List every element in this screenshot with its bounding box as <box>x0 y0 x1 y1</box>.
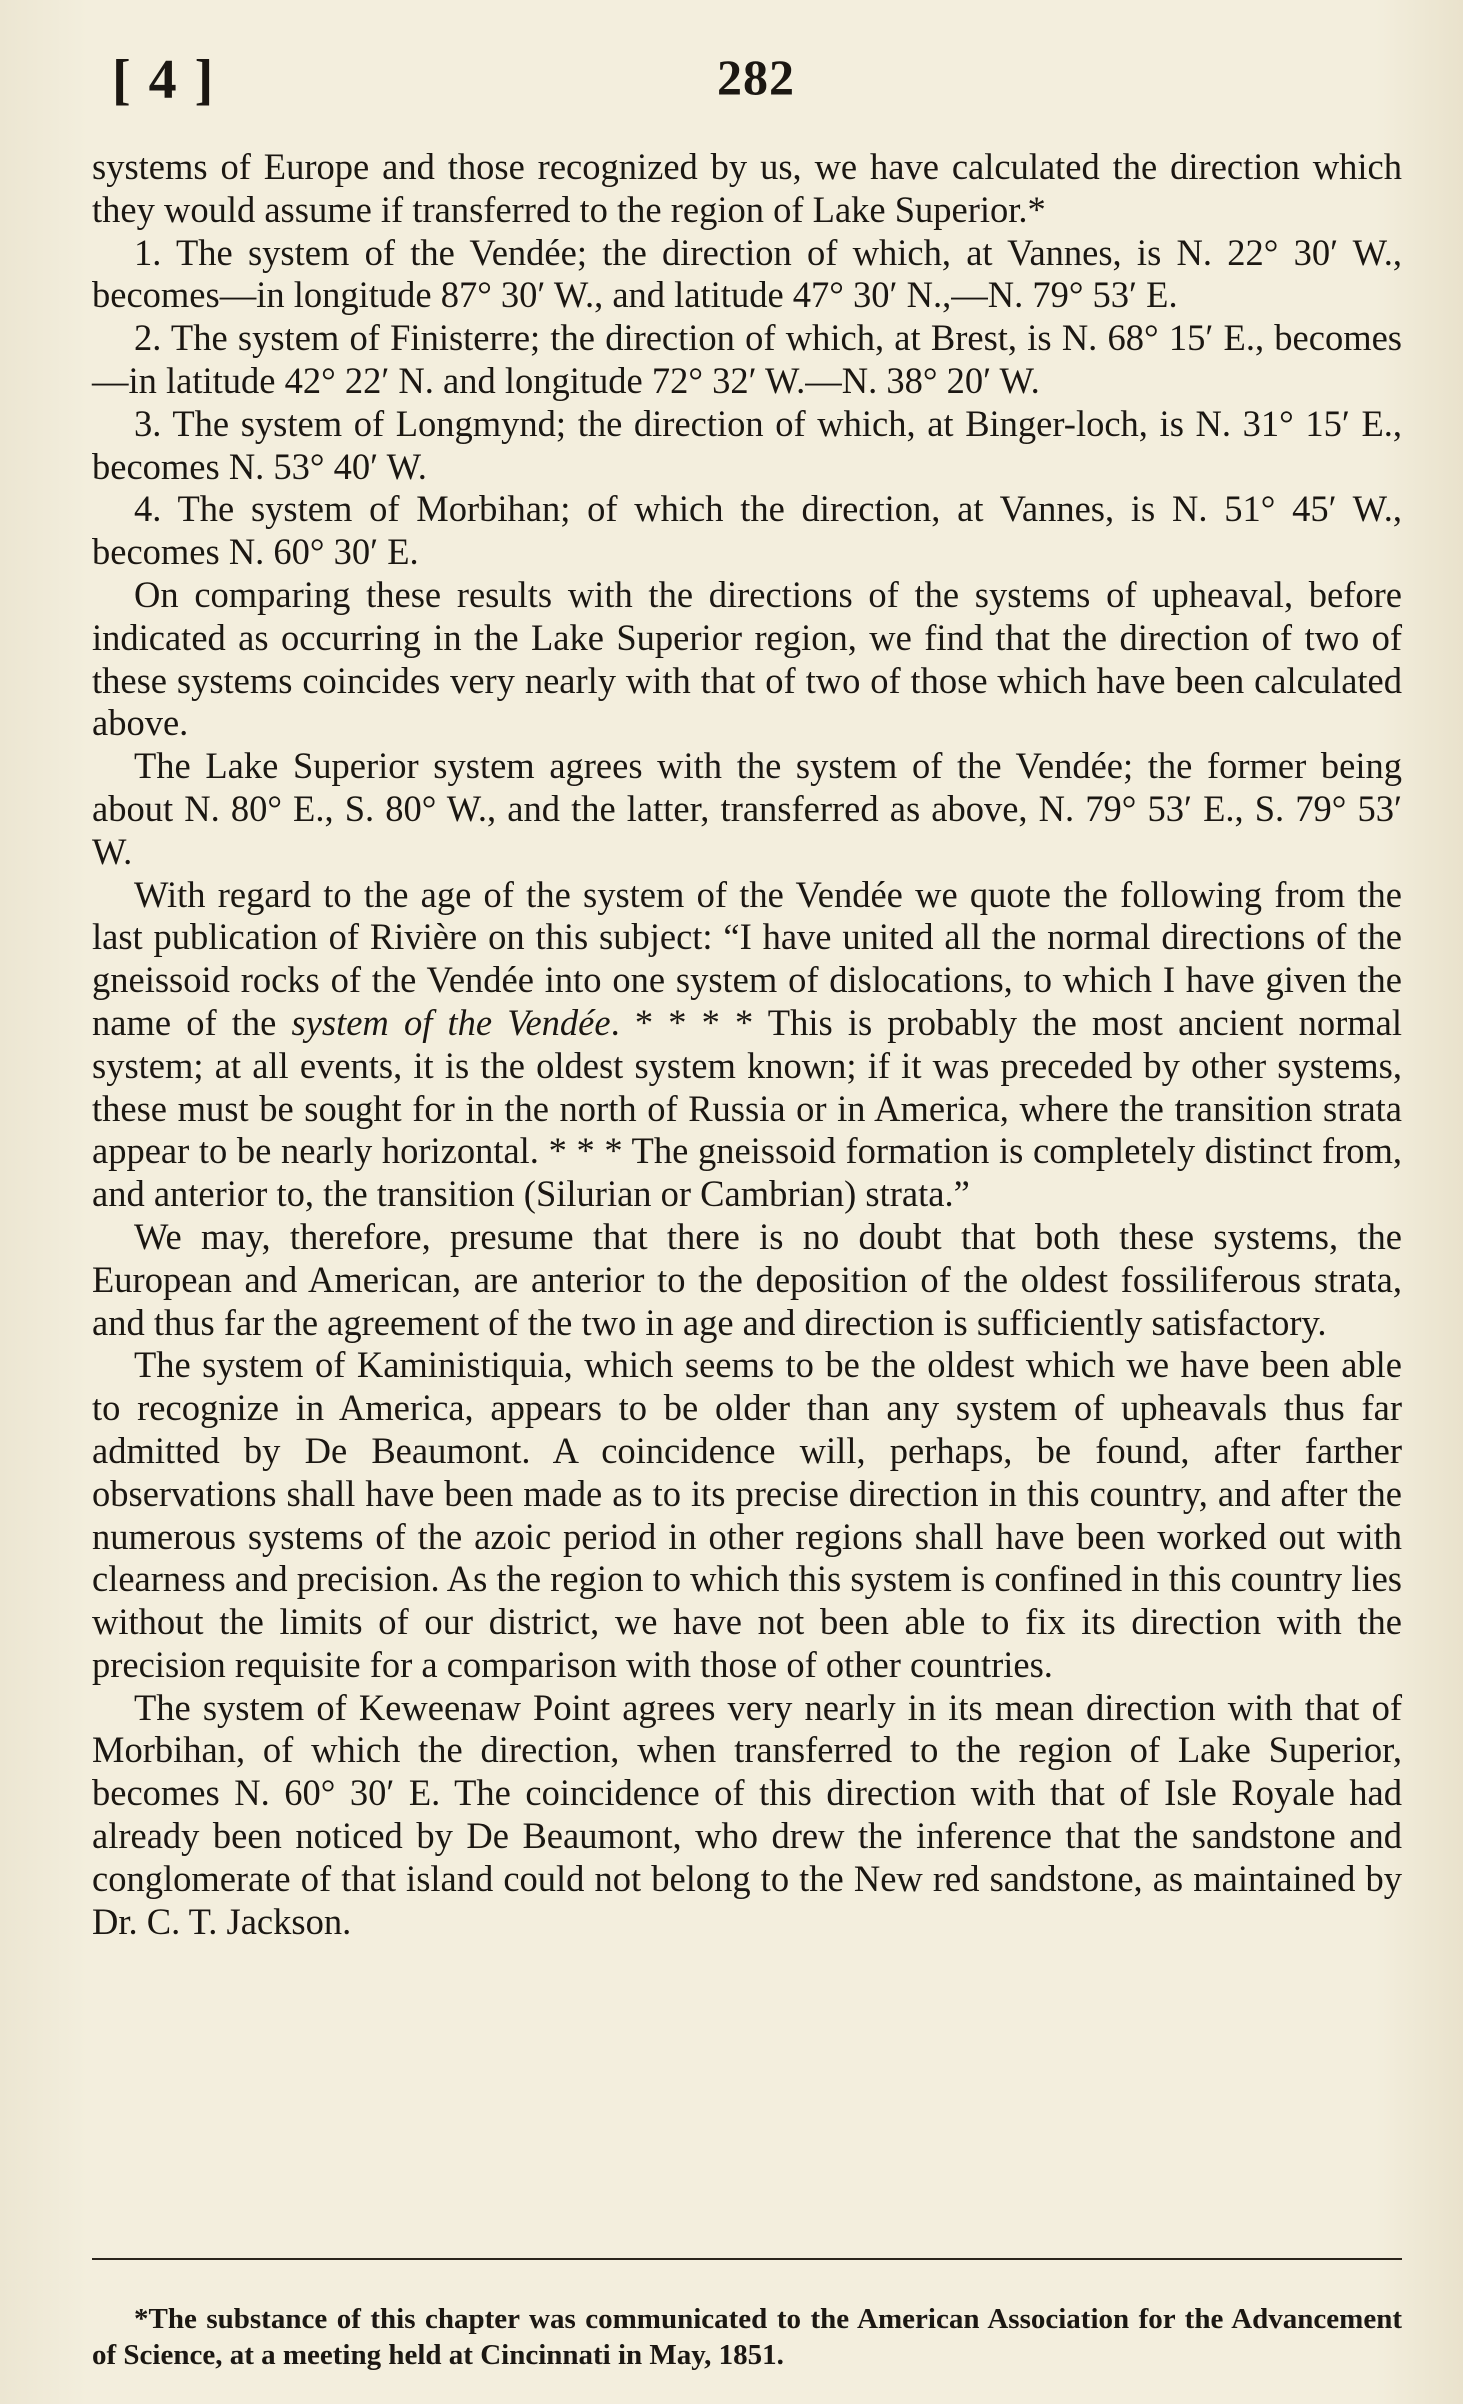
italic-term: system of the Vendée <box>291 1001 611 1043</box>
paragraph-kaministiquia: The system of Kaministiquia, which seems to be the oldest which we have been able to recognize in America, appears to be older than any system of upheavals thus far admitted by De Beaumont. A coincidence will, perhaps, be found, after farther observations shall have been made as to its precise direction in this country, and after the numerous systems of the azoic period in other regions shall have been worked out with clearness and precision. As the region to which this system is confined in this country lies without the limits of our district, we have not been able to fix its direction with the precision requisite for a comparison with those of other countries. <box>92 1344 1402 1685</box>
paragraph-lake-superior-system: The Lake Superior system agrees with the system of the Vendée; the former being about N. 80° E., S. 80° W., and the latter, transferred as above, N. 79° 53′ E., S. 79° 53′ W. <box>92 745 1402 872</box>
paragraph-item-3-longmynd: 3. The system of Longmynd; the direction of which, at Binger-loch, is N. 31° 15′ E., becomes N. 53° 40′ W. <box>92 402 1402 487</box>
paragraph-presumption: We may, therefore, presume that there is no doubt that both these systems, the European and American, are anterior to the deposition of the oldest fossiliferous strata, and thus far the agreement of the two in age and direction is sufficiently satisfactory. <box>92 1215 1402 1343</box>
paragraph-item-1-vendee: 1. The system of the Vendée; the direction of which, at Vannes, is N. 22° 30′ W., becomes—in longitude 87° 30′ W., and latitude 47° 30′ N.,—N. 79° 53′ E. <box>92 231 1402 316</box>
signature-mark: [ 4 ] <box>112 49 216 111</box>
footnote: *The substance of this chapter was communicated to the American Association for the Advancement of Science, at a meeting held at Cincinnati in May, 1851. <box>92 2303 1402 2371</box>
footnote-divider <box>92 2258 1402 2260</box>
page-header <box>112 48 1412 118</box>
paragraph-keweenaw-point: The system of Keweenaw Point agrees very nearly in its mean direction with that of Morbihan, of which the direction, when transferred to the region of Lake Superior, becomes N. 60° 30′ E. The coincidence of this direction with that of Isle Royale had already been noticed by De Beaumont, who drew the inference that the sandstone and conglomerate of that island could not belong to the New red sandstone, as maintained by Dr. C. T. Jackson. <box>92 1686 1402 1942</box>
paragraph-item-4-morbihan: 4. The system of Morbihan; of which the direction, at Vannes, is N. 51° 45′ W., becomes N. 60° 30′ E. <box>92 488 1402 573</box>
body-text <box>92 146 1402 1943</box>
page-number: 282 <box>717 49 795 105</box>
paragraph-comparison: On comparing these results with the directions of the systems of upheaval, before indicated as occurring in the Lake Superior region, we find that the direction of two of these systems coincides very nearly with that of two of those which have been calculated above. <box>92 573 1402 744</box>
paragraph-continued: systems of Europe and those recognized by us, we have calculated the direction which they would assume if transferred to the region of Lake Superior.* <box>92 146 1402 230</box>
paragraph-riviere-quote: With regard to the age of the system of the Vendée we quote the following from the last publication of Rivière on this subject: “I have united all the normal directions of the gneissoid rocks of the Vendée into one system of dislocations, to which I have given the name of the system of the Vendée. * * * * This is probably the most ancient normal system; at all events, it is the oldest system known; if it was preceded by other systems, these must be sought for in the north of Russia or in America, where the transition strata appear to be nearly horizontal. * * * The gneissoid formation is completely distinct from, and anterior to, the transition (Silurian or Cambrian) strata.” <box>92 873 1402 1215</box>
paragraph-item-2-finisterre: 2. The system of Finisterre; the direction of which, at Brest, is N. 68° 15′ E., becomes—in latitude 42° 22′ N. and longitude 72° 32′ W.—N. 38° 20′ W. <box>92 317 1402 401</box>
